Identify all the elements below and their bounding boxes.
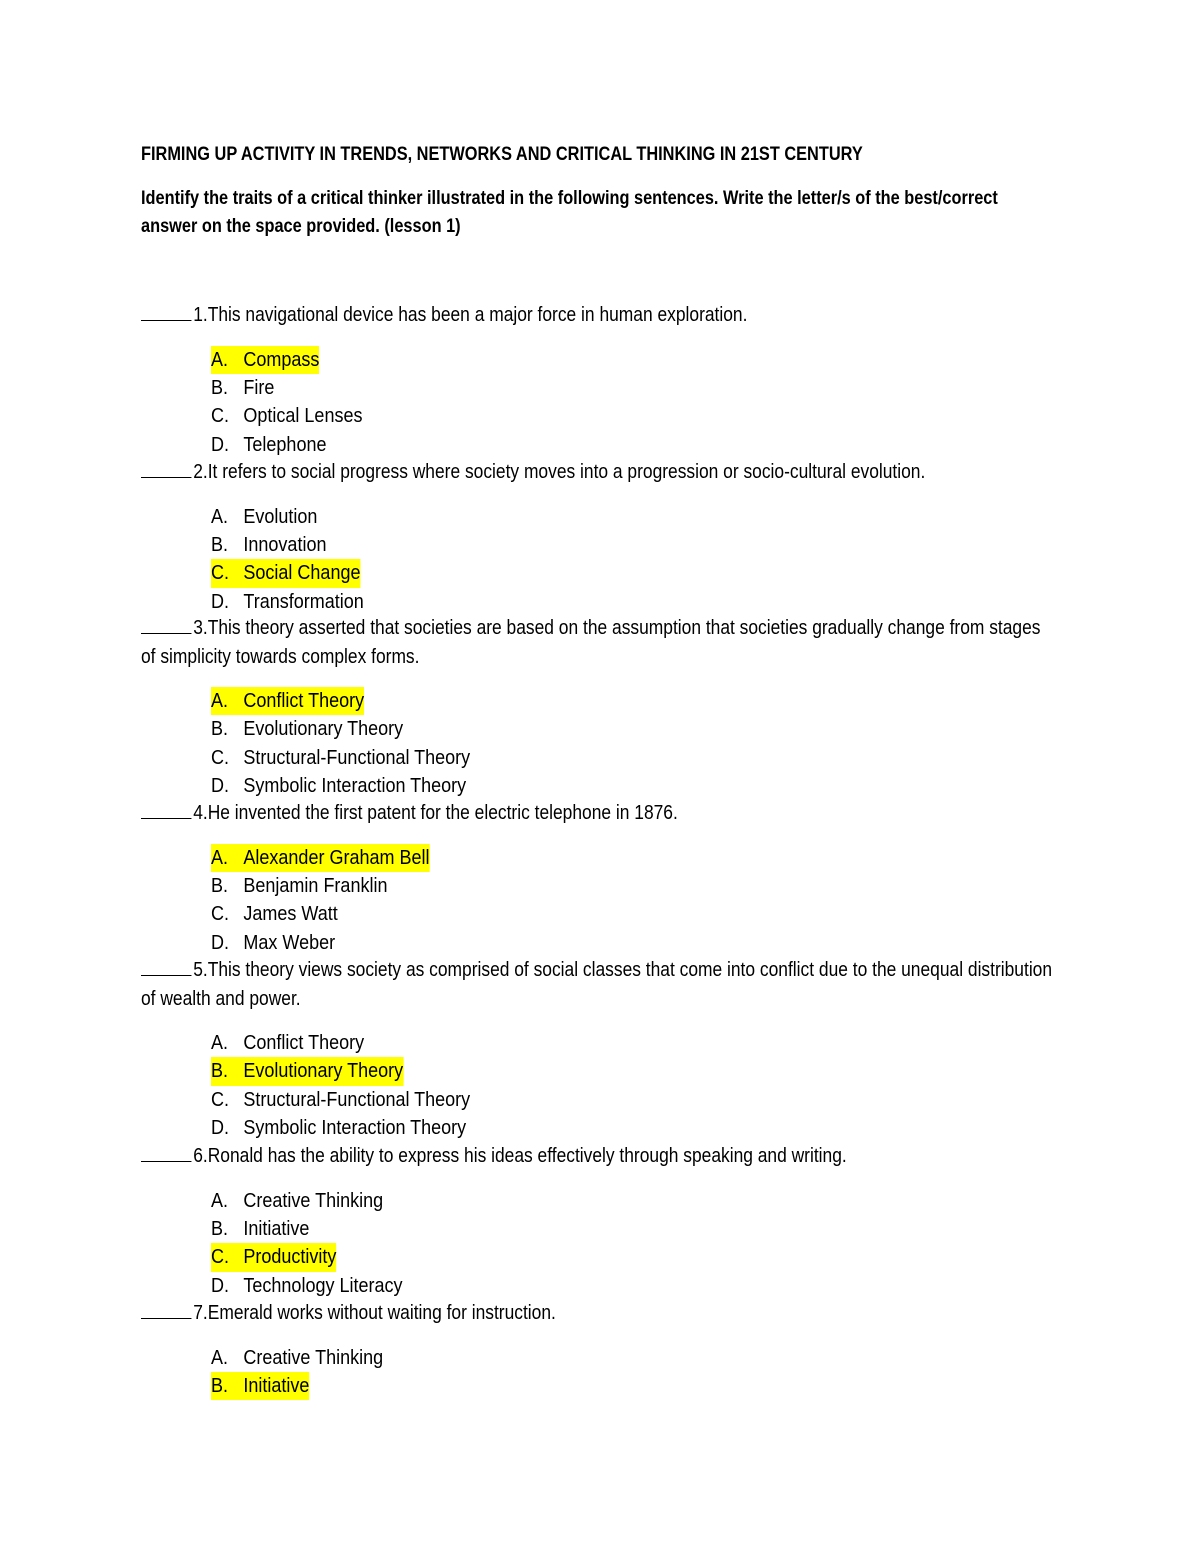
option-text: Compass <box>243 348 320 371</box>
question-block <box>141 956 1191 1143</box>
option-letter: A. <box>211 346 243 374</box>
option-letter: B. <box>211 1057 243 1085</box>
option <box>211 1086 1191 1114</box>
option <box>211 772 1191 800</box>
option-text: Creative Thinking <box>243 1346 384 1369</box>
option <box>211 1187 1191 1215</box>
question-block <box>141 614 1191 801</box>
instructions: Identify the traits of a critical thinker illustrated in the following sentences. Write the letter/s of the best/correct answer on the space provided. (lesson 1) <box>141 188 998 237</box>
option-letter: B. <box>211 718 229 741</box>
option-text: Innovation <box>243 533 327 556</box>
question-number: 3. <box>193 617 208 639</box>
option <box>211 900 1191 928</box>
option-text: Social Change <box>243 562 361 585</box>
option-letter: A. <box>211 1189 229 1212</box>
option <box>211 1029 1191 1057</box>
option-text: Symbolic Interaction Theory <box>243 775 467 798</box>
question-block <box>141 1299 1191 1400</box>
option-letter: D. <box>211 931 229 954</box>
question-prompt: It refers to social progress where society moves into a progression or socio-cultural evolution. <box>207 461 926 483</box>
option-text: Symbolic Interaction Theory <box>243 1117 467 1140</box>
option-highlighted <box>211 687 1191 715</box>
option <box>211 431 1191 459</box>
question-number: 4. <box>193 802 208 824</box>
question-prompt: This navigational device has been a major force in human exploration. <box>207 304 748 326</box>
question-text <box>141 1299 1055 1328</box>
option-list <box>141 844 1191 958</box>
option-text: Evolutionary Theory <box>243 718 404 741</box>
question-prompt: He invented the first patent for the electric telephone in 1876. <box>207 802 678 824</box>
option-highlighted <box>211 1243 1191 1271</box>
answer-blank <box>141 800 191 819</box>
answer-blank <box>141 459 191 478</box>
option-text: Telephone <box>243 433 327 456</box>
document-title: FIRMING UP ACTIVITY IN TRENDS, NETWORKS AND CRITICAL THINKING IN 21ST CENTURY <box>141 144 863 165</box>
option-text: Transformation <box>243 590 364 613</box>
option-letter: C. <box>211 405 229 428</box>
answer-blank <box>141 957 191 976</box>
question-number: 6. <box>193 1145 208 1167</box>
answer-blank <box>141 1300 191 1319</box>
option-text: Evolution <box>243 505 318 528</box>
question-prompt: This theory views society as comprised of social classes that come into conflict due to the unequal distribution of wealth and power. <box>141 959 1053 1010</box>
option-text: James Watt <box>243 903 338 926</box>
question-number: 7. <box>193 1302 208 1324</box>
option-text: Optical Lenses <box>243 405 363 428</box>
question-text <box>141 301 1055 330</box>
question-prompt: This theory asserted that societies are based on the assumption that societies gradually change from stages of simplicity towards complex forms. <box>141 617 1041 668</box>
option-letter: C. <box>211 559 243 587</box>
option-text: Creative Thinking <box>243 1189 384 1212</box>
option-text: Fire <box>243 376 275 399</box>
option <box>211 531 1191 559</box>
option-text: Max Weber <box>243 931 336 954</box>
option-list <box>141 503 1191 617</box>
option-letter: D. <box>211 1117 229 1140</box>
option-text: Conflict Theory <box>243 1032 365 1054</box>
option <box>211 1114 1191 1142</box>
option-text: Technology Literacy <box>243 1274 403 1297</box>
option-letter: C. <box>211 1088 229 1111</box>
option-letter: D. <box>211 775 229 798</box>
option-list <box>141 1029 1191 1143</box>
question-block <box>141 301 1191 459</box>
question-text <box>141 1142 1055 1171</box>
option-list <box>141 1344 1191 1401</box>
option-letter: D. <box>211 590 229 613</box>
option <box>211 1215 1191 1243</box>
option-highlighted <box>211 844 1191 872</box>
question-text <box>141 799 1055 828</box>
question-prompt: Emerald works without waiting for instruction. <box>207 1302 556 1324</box>
option-text: Structural-Functional Theory <box>243 746 471 769</box>
option-letter: C. <box>211 746 229 769</box>
option-text: Initiative <box>243 1217 310 1240</box>
option <box>211 744 1191 772</box>
option <box>211 1272 1191 1300</box>
option-highlighted <box>211 559 1191 587</box>
question-block <box>141 458 1191 616</box>
option-text: Structural-Functional Theory <box>243 1088 471 1111</box>
option <box>211 872 1191 900</box>
option-highlighted <box>211 1372 1191 1400</box>
question-prompt: Ronald has the ability to express his ideas effectively through speaking and writing. <box>207 1145 847 1167</box>
question-block <box>141 1142 1191 1300</box>
option-letter: D. <box>211 1274 229 1297</box>
question-block <box>141 799 1191 957</box>
question-number: 1. <box>193 304 208 326</box>
option <box>211 1344 1191 1372</box>
option-list <box>141 346 1191 460</box>
question-number: 5. <box>193 959 208 981</box>
option-letter: C. <box>211 903 229 926</box>
option-highlighted <box>211 346 1191 374</box>
option-text: Productivity <box>243 1246 337 1269</box>
option-letter: A. <box>211 1346 229 1369</box>
option-letter: A. <box>211 687 243 715</box>
question-text <box>141 458 1055 487</box>
answer-blank <box>141 302 191 321</box>
answer-blank <box>141 615 191 634</box>
option-highlighted <box>211 1057 1191 1085</box>
option-letter: B. <box>211 533 229 556</box>
question-number: 2. <box>193 461 208 483</box>
option-list <box>141 1187 1191 1301</box>
option-text: Conflict Theory <box>243 690 365 712</box>
answer-blank <box>141 1143 191 1162</box>
option <box>211 374 1191 402</box>
option-text: Evolutionary Theory <box>243 1060 404 1083</box>
option-letter: A. <box>211 844 243 872</box>
option <box>211 588 1191 616</box>
option-letter: B. <box>211 1217 229 1240</box>
option-text: Benjamin Franklin <box>243 874 388 897</box>
option-letter: D. <box>211 433 229 456</box>
option-letter: B. <box>211 874 229 897</box>
option-letter: A. <box>211 1032 229 1054</box>
option-list <box>141 687 1191 801</box>
option <box>211 715 1191 743</box>
document-content <box>141 140 1061 1397</box>
question-text <box>141 614 1055 671</box>
option <box>211 929 1191 957</box>
option <box>211 402 1191 430</box>
option-letter: B. <box>211 376 229 399</box>
option-text: Alexander Graham Bell <box>243 846 430 869</box>
option <box>211 503 1191 531</box>
option-letter: A. <box>211 505 229 528</box>
option-letter: C. <box>211 1243 243 1271</box>
question-text <box>141 956 1055 1013</box>
option-text: Initiative <box>243 1374 310 1397</box>
option-letter: B. <box>211 1372 243 1400</box>
